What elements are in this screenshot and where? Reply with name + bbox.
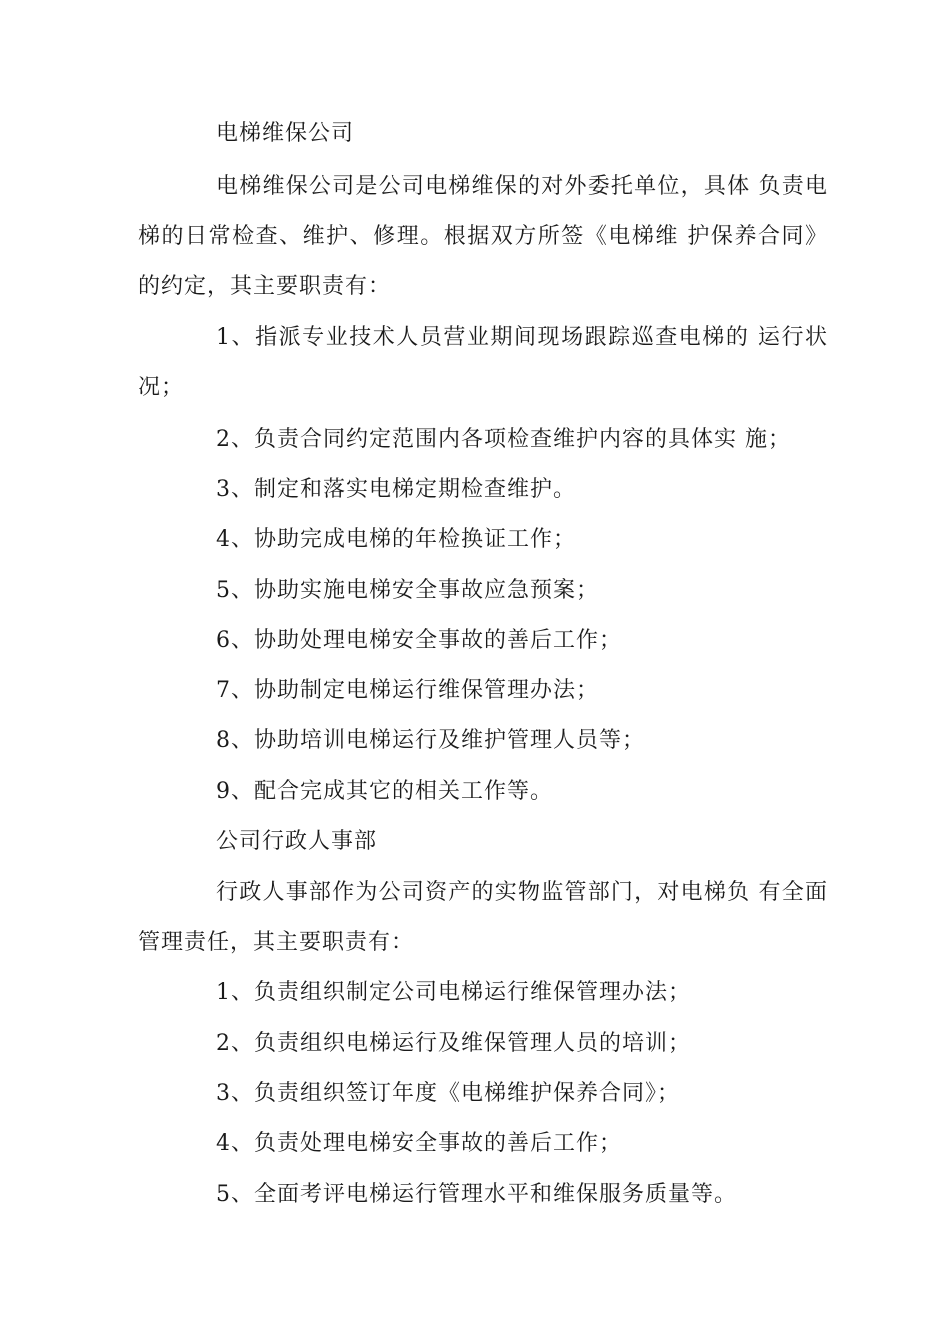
section-heading-elevator-maintenance-company: 电梯维保公司: [216, 121, 355, 146]
list-item-2: 2、负责合同约定范围内各项检查维护内容的具体实 施；: [216, 427, 791, 452]
list-item-4: 4、协助完成电梯的年检换证工作；: [216, 527, 576, 552]
list-item-hr-3: 3、负责组织签订年度《电梯维护保养合同》；: [216, 1081, 680, 1106]
list-item-1: 1、指派专业技术人员营业期间现场跟踪巡查电梯的 运行状况；: [138, 325, 828, 400]
list-item-hr-4: 4、负责处理电梯安全事故的善后工作；: [216, 1131, 622, 1156]
list-item-hr-2: 2、负责组织电梯运行及维保管理人员的培训；: [216, 1031, 691, 1056]
list-item-hr-5: 5、全面考评电梯运行管理水平和维保服务质量等。: [216, 1182, 737, 1207]
paragraph-admin-hr-intro: 行政人事部作为公司资产的实物监管部门，对电梯负 有全面管理责任，其主要职责有：: [138, 880, 828, 955]
section-heading-admin-hr-department: 公司行政人事部: [216, 829, 378, 854]
list-item-3: 3、制定和落实电梯定期检查维护。: [216, 477, 576, 502]
list-item-8: 8、协助培训电梯运行及维护管理人员等；: [216, 728, 645, 753]
list-item-hr-1: 1、负责组织制定公司电梯运行维保管理办法；: [216, 980, 691, 1005]
list-item-7: 7、协助制定电梯运行维保管理办法；: [216, 678, 599, 703]
list-item-9: 9、配合完成其它的相关工作等。: [216, 779, 553, 804]
list-item-5: 5、协助实施电梯安全事故应急预案；: [216, 578, 599, 603]
paragraph-maintenance-company-intro: 电梯维保公司是公司电梯维保的对外委托单位，具体 负责电梯的日常检查、维护、修理。根据双方所签《电梯维 护保养合同》的约定，其主要职责有：: [138, 174, 828, 299]
list-item-6: 6、协助处理电梯安全事故的善后工作；: [216, 628, 622, 653]
